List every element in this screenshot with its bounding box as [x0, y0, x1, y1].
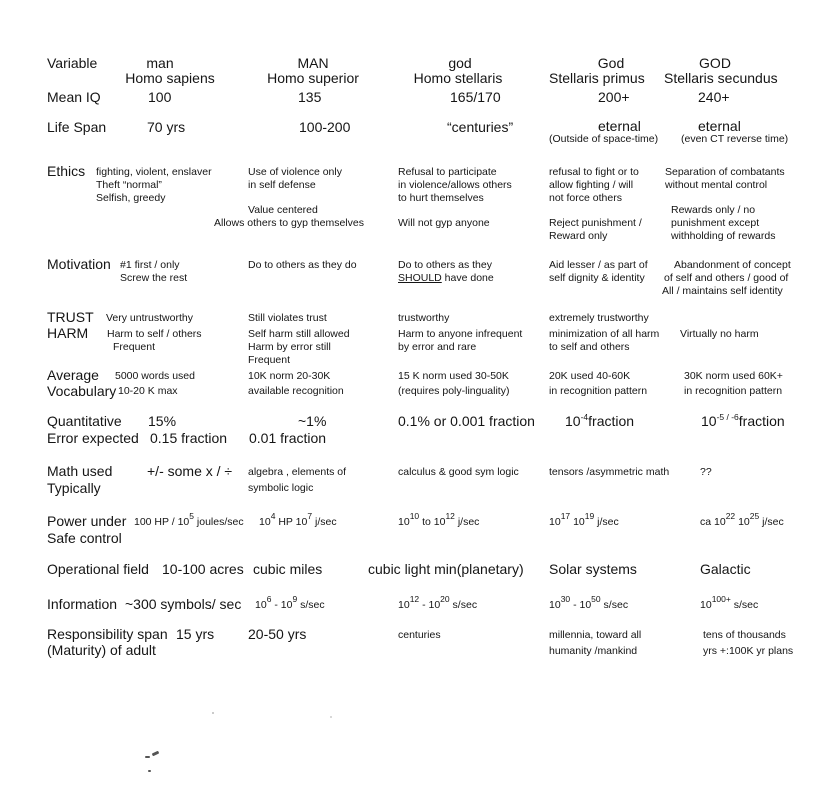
scan-speck — [148, 770, 151, 772]
power-c5-c: j/sec — [759, 516, 784, 528]
power-c4-c: j/sec — [594, 516, 619, 528]
math-c2-line2: symbolic logic — [248, 482, 314, 494]
operational-c3: cubic light min(planetary) — [368, 561, 524, 577]
ethics-c4a-line1: refusal to fight or to — [549, 166, 639, 178]
motivation-c3-rest: have done — [441, 272, 494, 284]
error-c5-exponent: -5 / -6 — [716, 412, 739, 422]
ethics-c2a-line2: in self defense — [248, 179, 316, 191]
harm-c5: Virtually no harm — [680, 328, 759, 340]
information-c4-c: s/sec — [600, 599, 629, 611]
harm-c3-line1: Harm to anyone infrequent — [398, 328, 523, 340]
math-c1: +/- some x / ÷ — [147, 463, 233, 479]
information-c2-c: s/sec — [297, 599, 325, 611]
information-c3-exp2: 20 — [440, 594, 450, 604]
information-c3 — [398, 594, 478, 612]
mean-iq-c2: 135 — [298, 89, 322, 105]
power-c2-a: 10 — [259, 516, 271, 528]
vocab-c5-line1: 30K norm used 60K+ — [684, 370, 783, 382]
motivation-c1-line1: #1 first / only — [120, 259, 180, 271]
motivation-c4-line2: self dignity & identity — [549, 272, 645, 284]
math-label-line1: Math used — [47, 463, 113, 479]
vocab-c3-line1: 15 K norm used 30-50K — [398, 370, 509, 382]
information-c1: ~300 symbols/ sec — [125, 596, 242, 612]
vocab-c4-line1: 20K used 40-60K — [549, 370, 631, 382]
power-c5-b: 10 — [735, 516, 750, 528]
ethics-c3a-line3: to hurt themselves — [398, 192, 484, 204]
ethics-c3b: Will not gyp anyone — [398, 217, 490, 229]
error-c5 — [701, 414, 785, 429]
power-c4-exp2: 19 — [584, 511, 595, 521]
operational-label: Operational field — [47, 561, 149, 577]
responsibility-c3: centuries — [398, 629, 441, 641]
header-variable-label: Variable — [47, 55, 98, 71]
information-c2-a: 10 — [255, 599, 267, 611]
life-span-c1: 70 yrs — [147, 119, 186, 135]
power-c2-exp1: 4 — [270, 511, 276, 521]
trust-c2: Still violates trust — [248, 312, 327, 324]
power-c5-a: ca 10 — [700, 516, 726, 528]
power-c3-c: j/sec — [454, 516, 480, 528]
information-c3-a: 10 — [398, 599, 410, 611]
motivation-c1-line2: Screw the rest — [120, 272, 188, 284]
ethics-c1-line2: Theft “normal” — [96, 179, 162, 191]
power-c3-a: 10 — [398, 516, 410, 528]
header-homo-stellaris: Homo stellaris — [413, 70, 503, 86]
mean-iq-c3: 165/170 — [450, 89, 501, 105]
harm-c2-line1: Self harm still allowed — [248, 328, 350, 340]
trust-c4: extremely trustworthy — [549, 312, 649, 324]
error-c1-line2: 0.15 fraction — [150, 430, 228, 446]
math-c2-line1: algebra , elements of — [248, 466, 347, 478]
power-c1-exp: 5 — [189, 511, 194, 521]
power-c4-exp1: 17 — [560, 511, 571, 521]
header-god: god — [448, 55, 472, 71]
harm-c4-line1: minimization of all harm — [549, 328, 660, 340]
header-MAN: MAN — [297, 55, 329, 71]
header-God: God — [597, 55, 625, 71]
error-label-line1: Quantitative — [47, 413, 122, 429]
trust-label: TRUST — [47, 309, 94, 325]
math-c5: ?? — [700, 466, 712, 478]
motivation-c2: Do to others as they do — [248, 259, 357, 271]
life-span-c5-note: (even CT reverse time) — [681, 133, 789, 145]
vocab-c3-line2: (requires poly-linguality) — [398, 385, 510, 397]
information-c2-exp2: 9 — [292, 594, 298, 604]
header-homo-sapiens: Homo sapiens — [125, 70, 215, 86]
math-label-line2: Typically — [47, 480, 101, 496]
power-c2-c: j/sec — [312, 516, 337, 528]
power-c1-b: joules/sec — [194, 516, 244, 528]
operational-c4: Solar systems — [549, 561, 637, 577]
ethics-c1-line3: Selfish, greedy — [96, 192, 166, 204]
operational-c1: 10-100 acres — [162, 561, 244, 577]
harm-c4-line2: to self and others — [549, 341, 630, 353]
ethics-c5b-line3: withholding of rewards — [671, 230, 776, 242]
error-c4-base: 10 — [565, 413, 581, 429]
ethics-c4a-line2: allow fighting / will — [549, 179, 634, 191]
power-c5 — [700, 511, 784, 529]
error-label-line2: Error expected — [47, 430, 139, 446]
scan-speck — [145, 756, 150, 758]
ethics-c4b-line2: Reward only — [549, 230, 608, 242]
error-c2-line1: ~1% — [298, 413, 327, 429]
header-GOD: GOD — [699, 55, 731, 71]
information-c3-exp1: 12 — [409, 594, 420, 604]
vocab-label-line2: Vocabulary — [47, 383, 117, 399]
harm-c2-line2: Harm by error still — [248, 341, 331, 353]
responsibility-c2: 20-50 yrs — [248, 626, 307, 642]
math-c4: tensors /asymmetric math — [549, 466, 670, 478]
power-c4-b: 10 — [570, 516, 585, 528]
vocab-c5-line2: in recognition pattern — [684, 385, 783, 397]
responsibility-c5-line2: yrs +:100K yr plans — [703, 645, 794, 657]
power-c2 — [259, 511, 337, 529]
power-c1 — [134, 511, 244, 529]
motivation-c4-line1: Aid lesser / as part of — [549, 259, 648, 271]
mean-iq-label: Mean IQ — [47, 89, 101, 105]
motivation-c3-line2 — [398, 272, 494, 285]
vocab-c1-line2: 10-20 K max — [118, 385, 178, 397]
error-c4 — [565, 414, 634, 429]
scan-speck — [152, 751, 160, 757]
trust-c3: trustworthy — [398, 312, 450, 324]
information-c2-b: - 10 — [271, 599, 293, 611]
power-label-line2: Safe control — [47, 530, 122, 546]
life-span-c3: “centuries” — [447, 119, 514, 135]
responsibility-c4-line2: humanity /mankind — [549, 645, 638, 657]
information-c4-a: 10 — [549, 599, 561, 611]
mean-iq-c5: 240+ — [698, 89, 730, 105]
information-c5 — [700, 594, 759, 612]
motivation-label: Motivation — [47, 256, 111, 272]
harm-c3-line2: by error and rare — [398, 341, 477, 353]
motivation-c5-line1: Abandonment of concept — [674, 259, 791, 271]
ethics-c5b-line2: punishment except — [671, 217, 760, 229]
responsibility-c4-line1: millennia, toward all — [549, 629, 642, 641]
ethics-c4a-line3: not force others — [549, 192, 622, 204]
ethics-c3a-line1: Refusal to participate — [398, 166, 497, 178]
header-stellaris-primus: Stellaris primus — [549, 70, 645, 86]
motivation-c3-line1: Do to others as they — [398, 259, 492, 271]
information-c4 — [549, 594, 629, 612]
information-c3-b: - 10 — [419, 599, 441, 611]
information-c4-b: - 10 — [570, 599, 592, 611]
responsibility-label-line1: Responsibility span — [47, 626, 168, 642]
harm-c2-line3: Frequent — [248, 354, 291, 366]
power-c3 — [398, 511, 480, 529]
life-span-c2: 100-200 — [299, 119, 351, 135]
operational-c2: cubic miles — [253, 561, 323, 577]
life-span-c4: eternal — [598, 118, 641, 134]
ethics-c5a-line1: Separation of combatants — [665, 166, 785, 178]
information-label: Information — [47, 596, 118, 612]
ethics-c3a-line2: in violence/allows others — [398, 179, 512, 191]
responsibility-c1: 15 yrs — [176, 626, 215, 642]
vocab-c1-line1: 5000 words used — [115, 370, 195, 382]
ethics-c2b-line2: Allows others to gyp themselves — [214, 217, 364, 229]
error-c5-unit: fraction — [738, 413, 785, 429]
header-man: man — [146, 55, 174, 71]
harm-c1-line1: Harm to self / others — [107, 328, 202, 340]
ethics-c5b-line1: Rewards only / no — [671, 204, 756, 216]
vocab-c2-line2: available recognition — [248, 385, 344, 397]
math-c3: calculus & good sym logic — [398, 466, 519, 478]
information-c5-a: 10 — [700, 599, 712, 611]
power-c5-exp1: 22 — [725, 511, 736, 521]
information-c4-exp1: 30 — [560, 594, 571, 604]
ethics-c2b-line1: Value centered — [248, 204, 318, 216]
power-c2-b: HP 10 — [275, 516, 308, 528]
ethics-c5a-line2: without mental control — [665, 179, 768, 191]
vocab-c4-line2: in recognition pattern — [549, 385, 648, 397]
information-c2-exp1: 6 — [266, 594, 272, 604]
error-c3: 0.1% or 0.001 fraction — [398, 413, 535, 429]
life-span-c4-note: (Outside of space-time) — [549, 133, 659, 145]
operational-c5: Galactic — [700, 561, 751, 577]
power-c2-exp2: 7 — [307, 511, 313, 521]
power-c3-exp1: 10 — [409, 511, 420, 521]
motivation-c5-line3: All / maintains self identity — [662, 285, 783, 297]
vocab-c2-line1: 10K norm 20-30K — [248, 370, 331, 382]
information-c2 — [255, 594, 325, 612]
life-span-label: Life Span — [47, 119, 107, 135]
ethics-c4b-line1: Reject punishment / — [549, 217, 642, 229]
error-c4-exponent: -4 — [580, 412, 589, 422]
harm-c1-line2: Frequent — [113, 341, 156, 353]
vocab-label-line1: Average — [47, 367, 99, 383]
power-c4-a: 10 — [549, 516, 561, 528]
responsibility-label-line2: (Maturity) of adult — [47, 642, 156, 658]
ethics-c1-line1: fighting, violent, enslaver — [96, 166, 212, 178]
error-c1-line1: 15% — [148, 413, 177, 429]
information-c4-exp2: 50 — [591, 594, 601, 604]
header-stellaris-secundus: Stellaris secundus — [664, 70, 778, 86]
power-c3-exp2: 12 — [445, 511, 455, 521]
mean-iq-c4: 200+ — [598, 89, 630, 105]
motivation-should-word: SHOULD — [398, 272, 442, 284]
ethics-label: Ethics — [47, 163, 86, 179]
mean-iq-c1: 100 — [148, 89, 172, 105]
error-c2-line2: 0.01 fraction — [249, 430, 327, 446]
harm-label: HARM — [47, 325, 89, 341]
power-label-line1: Power under — [47, 513, 127, 529]
error-c4-unit: fraction — [588, 413, 635, 429]
header-homo-superior: Homo superior — [267, 70, 359, 86]
trust-c1: Very untrustworthy — [106, 312, 193, 324]
information-c3-c: s/sec — [449, 599, 478, 611]
responsibility-c5-line1: tens of thousands — [703, 629, 786, 641]
power-c5-exp2: 25 — [749, 511, 760, 521]
information-c5-exp1: 100+ — [711, 594, 731, 604]
error-c5-base: 10 — [701, 413, 717, 429]
power-c3-b: to 10 — [419, 516, 446, 528]
scan-speck — [330, 716, 332, 718]
life-span-c5: eternal — [698, 118, 741, 134]
information-c5-c: s/sec — [730, 599, 759, 611]
motivation-c5-line2: of self and others / good of — [664, 272, 789, 284]
power-c4 — [549, 511, 619, 529]
scan-speck — [212, 712, 214, 714]
power-c1-a: 100 HP / 10 — [134, 516, 190, 528]
ethics-c2a-line1: Use of violence only — [248, 166, 342, 178]
